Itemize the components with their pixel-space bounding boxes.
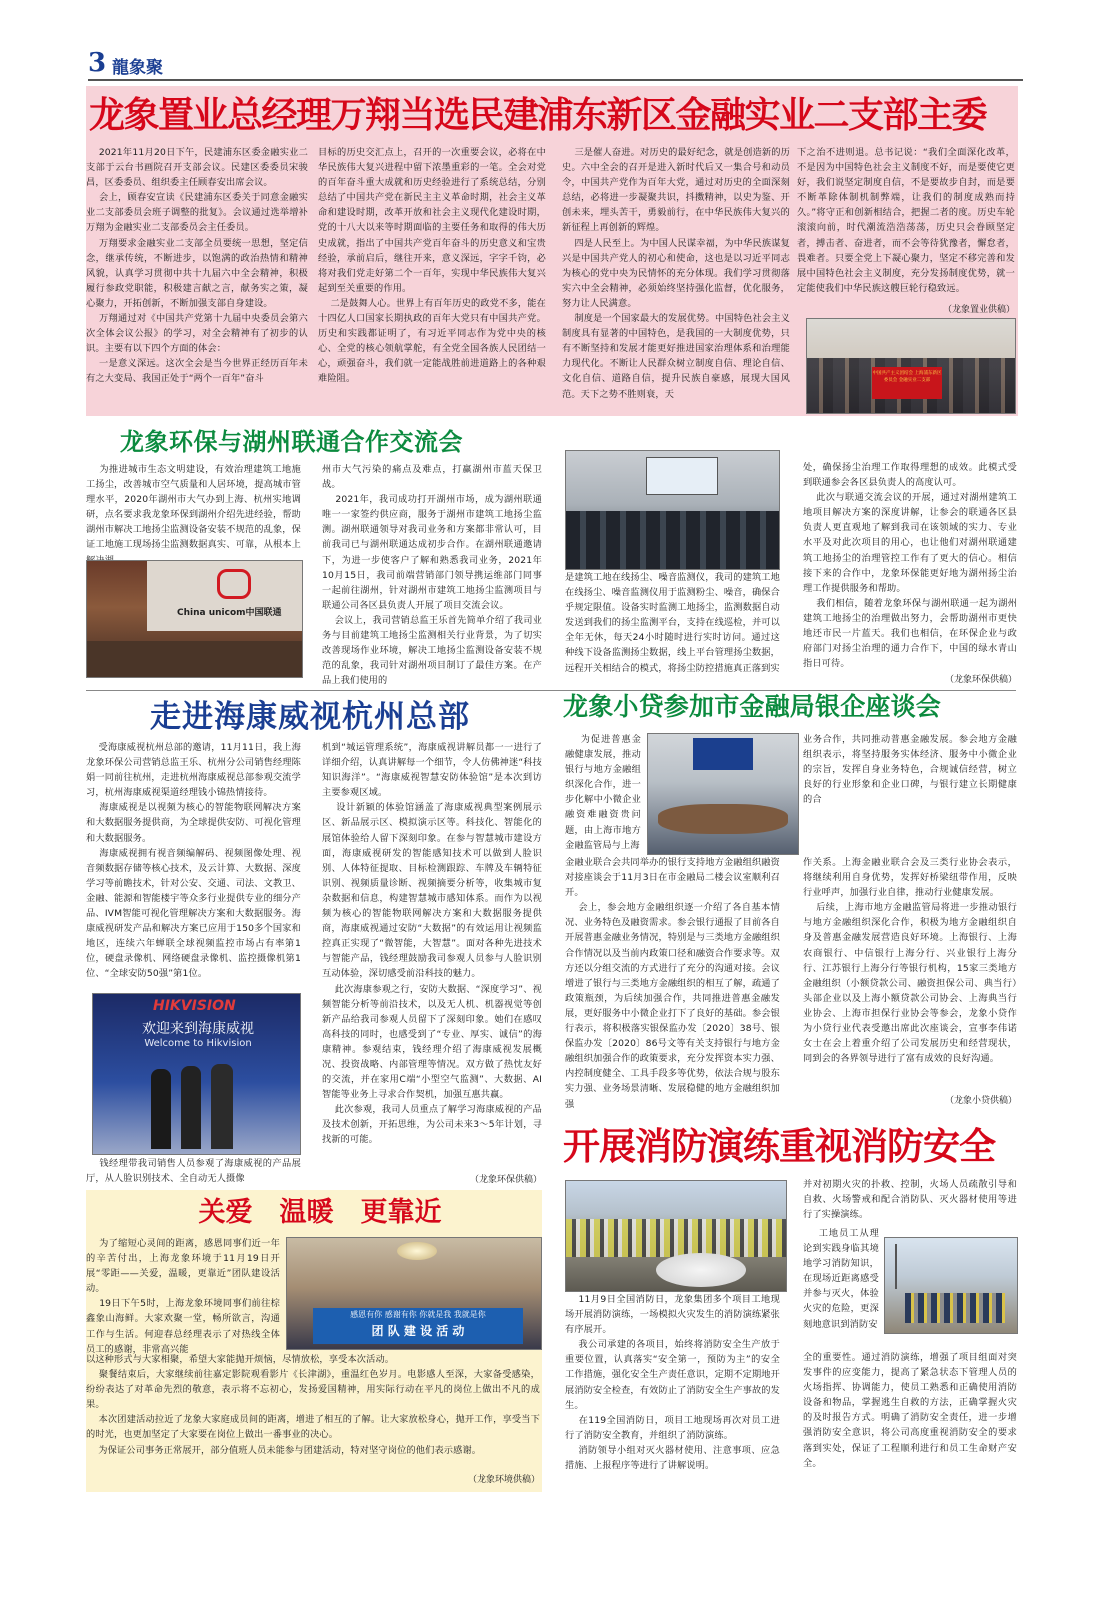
meeting-attendees: [566, 511, 779, 569]
hikvision-welcome-cn: 欢迎来到海康威视: [142, 1021, 254, 1037]
header-rule: [88, 79, 1023, 81]
page-header: [88, 48, 1023, 80]
photo-huzhou-meeting-room: [565, 450, 780, 570]
article-huzhou-headline: 龙象环保与湖州联通合作交流会: [120, 427, 463, 456]
article-huzhou-source: （龙象环保供稿）: [944, 675, 1017, 685]
photo-banner-text: 中国共产主义团结会 上海浦东新区委员会 金融实业二支部: [872, 371, 942, 383]
drill-workers: [566, 1219, 786, 1257]
photo-group-with-banner: [806, 318, 1016, 414]
photo-china-unicom-meeting: [86, 560, 303, 678]
article-loan-col2a: 业务合作，共同推动普惠金融发展。参会地方金融组织表示，将坚持服务实体经济、服务中小微企业的宗旨，发挥自身业务特色，合规诚信经营，树立良好的行业形象和企业口碑，与银行建立长期健康的合: [803, 734, 1017, 806]
article-fire-drill-top-right: 并对初期火灾的扑救、控制，火场人员疏散引导和自救、火场警戒和配合消防队、灭火器材使用等进行了实操演练。: [803, 1179, 1017, 1221]
article-huzhou-col1: 为推进城市生态文明建设，有效治理建筑工地施工扬尘，改善城市空气质量和人居环境，提高城市管理水平，2020年湖州市大气办到上海、杭州实地调研，点名要求我龙象环保到湖州介绍先进经验，帮助湖州市解决工地扬尘监测设备安装不规范的乱象，保证工地施工现场扬尘监测数据真实、可靠，从根本上: [86, 464, 301, 551]
article-huzhou-col4: 处，确保扬尘治理工作取得理想的成效。此模式受到联通参会各区县负责人的高度认可。 此次与联通交流会议的开展，通过对湖州建筑工地项目解决方案的深度讲解，让参会的联通各区县负责人更直观地了解到我司在该领域的实力、专业水平及对此次项目的用心，也让他们对湖州联通建筑工地扬尘的治理管控工作有了更大的信心。相信接下来的合作中，龙象环保能更好地为湖州扬尘治理工作提供服务和帮助。 我们相信，随着龙象环保与湖州联通一起为湖州建筑工地扬尘的治理做出努力，会帮助湖州市更快地还市民一片蓝天。我们也相信，在环保企业与政府部门对扬尘治理的通力合作下，中国的绿水青山指日可待。: [803, 462, 1017, 670]
article-loan-col1b: 金融业联合会共同举办的银行支持地方金融组织融资对接座谈会于11月3日在市金融局二楼会议室顺利召开。 会上，参会地方金融组织逐一介绍了各自基本情况、业务特色及融资需求。参会银行通报了目前各自开展普惠金融业务情况，特别是与三类地方金融组织合作情况以及当前内政策口径和融资合作要求等。双方还以分组交流的方式进行了充分的沟通对接。会议增进了银行与三类地方金融组织的相互了解，疏通了政策瓶颈，为后续加强合作，共同推进普惠金融发展，更好服务中小微企业打下了良好的基础。参会银行表示，将积极落实银保监办发〔2020〕38号、银保监办发〔2020〕86号文等有关支持银行与地方金融组织加强合作的政策要求，充分发挥资本实力强、内控制度健全、工具手段多等优势，依法合规与股东实力强、业务场景清晰、发展稳健的地方金融组织加强: [565, 857, 780, 1110]
forum-table: [658, 804, 788, 834]
article-hikvision-source: （龙象环保供稿）: [469, 1175, 542, 1185]
article-huzhou-col2: 州市大气污染的痛点及难点，打赢湖州市蓝天保卫战。 2021年，我司成功打开湖州市场，成为湖州联通唯一一家签约供应商，服务于湖州市建筑工地扬尘监测。湖州联通领导对我司业务和方案都非常认可，目前我司已与湖州联通达成初步合作。在湖州联通邀请下，为进一步使客户了解和熟悉我司业务，2021年10月15日，我司前端营销部门领导携运维部门同事一起前往湖州，针对湖州市建筑工地扬尘监测项目与联通公司各区县负责人开展了项目交流会议。 会议上，我司营销总监王乐首先简单介绍了我司业务与目前建筑工地扬尘监测相关行业背景，为了切实改善现场作业环境，解决工地扬尘监测设备安装不规范的乱象，我司针对湖州项目制订了最佳方案。在产品上我们使用的: [322, 464, 542, 687]
training-workers: [905, 1293, 1005, 1323]
article-huzhou-col3: 是建筑工地在线扬尘、噪音监测仪，我司的建筑工地在线扬尘、噪音监测仪用于监测粉尘、噪音，确保合乎规定限值。设备实时监测工地扬尘，监测数据自动发送到我们的扬尘监测平台，支持在线巡检，并可以全年无休，每天24小时随时进行实时访问。通过这种线下设备监测扬尘数据，线上平台管理扬尘数据，远程开关相结合的模式，将扬尘防控措施真正落到实: [565, 572, 780, 674]
article-fire-drill-left: 11月9日全国消防日，龙象集团多个项目工地现场开展消防演练，一场模拟火灾发生的消防演练紧张有序展开。 我公司承建的各项目，始终将消防安全生产放于重要位置，认真落实“安全第一，预防为主”的安全工作措施，强化安全生产责任意识，定期不定期地开展消防安全检查，有效防止了消防安全生产事故的发生。 在119全国消防日，项目工地现场再次对员工进行了消防安全教育，并组织了消防演练。 消防领导小组对灭火器材使用、注意事项、应急措施、上报程序等进行了讲解说明。: [565, 1294, 780, 1472]
article-fire-drill-headline: 开展消防演练重视消防安全: [563, 1124, 995, 1168]
photo-fire-extinguisher-training: [884, 1237, 1018, 1334]
hikvision-logo: HIKVISION: [153, 998, 236, 1014]
team-banner-top: 感恩有你 感谢有你 你就是我 我就是你: [350, 1310, 486, 1319]
photo-red-banner: [872, 367, 942, 399]
article-teambuilding-source: （龙象环境供稿）: [467, 1475, 540, 1485]
team-banner: [313, 1308, 523, 1344]
article-loan-col1a: 为促进普惠金融健康发展，推动银行与地方金融组织深化合作，进一步化解中小微企业融资难融资贵问题，由上海市地方金融监管局与上海: [565, 734, 641, 851]
photo-fire-drill-crowd: [565, 1180, 787, 1292]
visitor-2: [181, 1066, 201, 1149]
drill-smoke: [656, 1253, 746, 1287]
publication-title: 龍象聚: [112, 58, 163, 78]
article-fire-drill-right-bottom: 全的重要性。通过消防演练，增强了项目组面对突发事件的应变能力，提高了紧急状态下管理人员的火场指挥、协调能力，使员工熟悉和正确使用消防设备和物品，掌握逃生自救的方法，正确掌握火灾的及时报告方式。明确了消防安全责任，进一步增强消防安全意识，将公司高度重视消防安全的要求落到实处，保证了工程顺利进行和员工生命财产安全。: [803, 1352, 1017, 1469]
article-loan-col2b: 作关系。上海金融业联合会及三类行业协会表示，将继续利用自身优势，发挥好桥梁纽带作用，反映行业呼声，加强行业自律，推动行业健康发展。 后续，上海市地方金融监管局将进一步推动银行与地方金融组织深化合作，积极为地方金融组织自身及普惠金融发展营造良好环境。上海银行、上海农商银行、中信银行上海分行、兴业银行上海分行、江苏银行上海分行等银行机构，15家三类地方金融组织（小额贷款公司、融资担保公司、典当行）头部企业以及上海小额贷款公司协会、上海典当行业协会、上海市担保行业协会等参会，龙象小贷作为小贷行业代表受邀出席此次座谈会，宣事李伟诺女士在会上着重介绍了公司发展历史和经营现状，同到会的各界领导进行了富有成效的良好沟通。: [803, 857, 1017, 1065]
article-fire-drill-narrow: 工地员工从理论到实践身临其境地学习消防知识，在现场近距离感受并参与灭火，体验火灾的危险，更深刻地意识到消防安: [803, 1228, 879, 1330]
article-wanxiang-col1: 2021年11月20日下午，民建浦东区委金融实业二支部于云台书画院召开支部会议。民建区委委员宋骏昌，区委委员、组织委主任顾春安出席会议。 会上，顾春安宣读《民建浦东区委关于同意金融实业二支部委员会班子调整的批复》。会议通过选举增补万翔为金融实业二支部委员会主任委员。 万翔要求金融实业二支部全员要统一思想，坚定信念，继承传统，不断进步，以饱满的政治热情和精神风貌，认真学习贯彻中共十九届六中全会精神，积极履行参政党职能，积极建言献之言，献务实之策，凝心聚力，开拓创新，不断加强支部自身建设。 万翔通过对《中国共产党第十九届中央委员会第六次全体会议公报》的学习，对全会精神有了初步的认识。主要有以下四个方面的体会： 一是意义深远。这次全会是当今世界正经历百年未有之大变局、我国正处于“两个一百年”奋斗: [86, 147, 308, 385]
photo-finance-bureau-forum: [647, 733, 799, 855]
article-loan-source: （龙象小贷供稿）: [944, 1096, 1017, 1106]
article-hikvision-headline: 走进海康威视杭州总部: [150, 699, 470, 735]
article-wanxiang-col4: 下之治不进则退。总书记说：“我们全面深化改革，不是因为中国特色社会主义制度不好，而是要使它更好，我们说坚定制度自信，不是要故步自封，而是要不断革除体制机制弊端，让我们的制度成熟而持久。”将守正和创新相结合，把握二者的度。历史车轮滚滚向前，时代潮流浩浩荡荡，历史只会眷顾坚定者，搏击者、奋进者，而不会等待犹豫者，懈怠者，畏难者。只要全党上下凝心聚力，坚定不移完善和发展中国特色社会主义制度，充分发扬制度优势，就一定能使我们中华民族这艘巨轮行稳致远。: [797, 147, 1015, 294]
forum-screen: [693, 738, 753, 770]
meeting-screen: [646, 457, 718, 495]
hikvision-welcome-en: Welcome to Hikvision: [144, 1038, 252, 1049]
page-number: 3: [88, 48, 107, 78]
training-crane: [895, 1244, 897, 1289]
visitor-1: [151, 1069, 171, 1149]
photo-hikvision-welcome: [92, 993, 301, 1155]
article-wanxiang-col2: 目标的历史交汇点上，召开的一次重要会议，必将在中华民族伟大复兴进程中留下浓墨重彩的一笔。全会对党的百年奋斗重大成就和历史经验进行了系统总结，分别总结了中国共产党在新民主主义革命时期，社会主义革命和建设时期，改革开放和社会主义现代化建设时期，党的十八大以来等时期面临的主要任务和取得的伟大历史成就，指出了中国共产党百年奋斗的历史意义和宝贵经验，承前启后，继往开来，意义深远，字字千钧，必将对我们党走好第二个一百年，实现中华民族伟大复兴起到至关重要的作用。 二是鼓舞人心。世界上有百年历史的政党不多，能在十四亿人口国家长期执政的百年大党只有中国共产党。历史和实践都证明了，有习近平同志作为党中央的核心、全党的核心领航掌舵，有全党全国各族人民团结一心，顽强奋斗，我们就一定能战胜前进道路上的各种艰难险阻。: [318, 147, 546, 385]
chandelier: [397, 1242, 437, 1260]
article-hikvision-col1: 受海康威视杭州总部的邀请，11月11日，我上海龙象环保公司营销总监王乐、杭州分公司销售经理陈娟一同前往杭州，走进杭州海康威视总部参观交流学习，杭州海康威视渠道经理钱小锦热情接待。 海康威视是以视频为核心的智能物联网解决方案和大数据服务提供商，为全球提供安防、可视化管理和大数据服务。 海康威视拥有视音频编解码、视频图像处理、视音频数据存储等核心技术，及云计算、大数据、深度学习等前瞻技术，针对公安、交通、司法、文教卫、金融、能源和智能楼宇等众多行业提供专业的细分产品、IVM智能可视化管理解决方案和大数据服务。海康威视研发产品和解决方案已应用于150多个国家和地区，连续六年蝉联全球视频监控市场占有率第1位，硬盘录像机、网络硬盘录像机、监控摄像机第1位、“全球安防50强”第1位。: [86, 742, 301, 980]
article-loan-headline: 龙象小贷参加市金融局银企座谈会: [563, 692, 942, 721]
photo-team-dinner-banner: [286, 1237, 542, 1350]
article-wanxiang-headline: 龙象置业总经理万翔当选民建浦东新区金融实业二支部主委: [89, 94, 987, 136]
article-wanxiang-source: （龙象置业供稿）: [942, 305, 1015, 315]
visitor-3: [211, 1064, 233, 1149]
article-teambuilding-headline: 关爱 温暖 更靠近: [198, 1197, 442, 1228]
unicom-logo-text: China unicom中国联通: [177, 608, 282, 618]
article-teambuilding-text-a: 为了缩短心灵间的距离，感恩同事们近一年的辛苦付出，上海龙象环境于11月19日开展“零距——关爱，温暖，更靠近”团队建设活动。 19日下午5时，上海龙象环境同事们前往棕鑫象山海鲜。大家欢聚一堂，畅所欲言，沟通工作与生活。何迎春总经理表示了对热线全体员工的感谢，非常高兴能: [86, 1238, 280, 1355]
team-banner-bottom: 团 队 建 设 活 动: [371, 1324, 465, 1338]
article-teambuilding-text-b: 以这种形式与大家相聚，希望大家能抛开烦恼，尽情放松，享受本次活动。 聚餐结束后，大家继续前往嘉定影院观看影片《长津湖》，重温红色岁月。电影感人至深，大家备受感染，纷纷表达了对革命先烈的敬意，表示将不忘初心，发扬爱国精神，用实际行动在平凡的岗位上做出不凡的成果。 本次团建活动拉近了龙象大家庭成员间的距离，增进了相互的了解。让大家放松身心，抛开工作，享受当下的时光，也更加坚定了大家要在岗位上做出一番事业的决心。 为保证公司事务正常展开，部分值班人员未能参与团建活动，特对坚守岗位的他们表示感谢。: [86, 1354, 540, 1456]
article-hikvision-col2: 机到“城运管理系统”，海康威视讲解员都一一进行了详细介绍，认真讲解每一个细节，令人仿佛神迷“科技知识海洋”。“海康威视智慧安防体验馆”是本次到访主要参观区域。 设计新颖的体验馆涵盖了海康威视典型案例展示区、新品展示区、模拟演示区等。科技化、智能化的展馆体验给人留下深刻印象。在参与智慧城市建设方面，海康威视研发的智能感知技术可以做到人脸识别、人体特征提取、目标检测跟踪、车牌及车辆特征识别、视频质量诊断、视频摘要分析等，收集城市复杂数据和信息，构建智慧城市感知体系。而作为以视频为核心的智能物联网解决方案和大数据服务提供商，海康威视通过安防“大数据”的有效运用让视频监控真正实现了“微智能，大智慧”。面对各种先进技术与智能产品，钱经理鼓励我司参观人员参与人脸识别互动体验，深切感受前沿科技的魅力。 此次海康参观之行，安防大数据、“深度学习”、视频智能分析等前沿技术，以及无人机、机器视觉等创新产品给我司参观人员留下了深刻印象。她们在感叹高科技的同时，也感受到了“专业、厚实、诚信”的海康精神。参观结束，钱经理介绍了海康威视发展概况、投资战略、内部管理等情况。双方做了热忱友好的交流，并在家用C端“小型空气监测”、大数据、AI智能等业务上寻求合作契机，加强互惠共赢。 此次参观，我司人员重点了解学习海康威视的产品及技术创新，开拓思维，为公司未来3～5年计划，寻找新的可能。: [322, 742, 542, 1146]
article-wanxiang-col3: 三是催人奋进。对历史的最好纪念，就是创造新的历史。六中全会的召开是进入新时代后又一集合号和动员令，中国共产党作为百年大党，通过对历史的全面深刻总结，必将进一步凝聚共识，抖擞精神，以史为鉴、开创未来，埋头苦干，勇毅前行，在中华民族伟大复兴的新征程上再创新的辉煌。 四是人民至上。为中国人民谋幸福，为中华民族谋复兴是中国共产党人的初心和使命，这也是以习近平同志为核心的党中央为民情怀的充分体现。我们学习贯彻落实六中全会精神，必须始终坚持强化监督，优化服务，努力让人民满意。 制度是一个国家最大的发展优势。中国特色社会主义制度具有显著的中国特色，是我国的一大制度优势，只有不断坚持和发展才能更好推进国家治理体系和治理能力现代化。不断让人民群众树立制度自信、理论自信、文化自信、道路自信，提升民族自豪感，展现大国风范。天下之势不胜则衰，天: [562, 147, 790, 400]
meeting-table: [87, 641, 302, 677]
unicom-logo-icon: [217, 569, 251, 599]
photo-hikvision-caption: 钱经理带我司销售人员参观了海康威视的产品展厅，从人脸识别技术、全自动无人摄像: [86, 1158, 301, 1185]
